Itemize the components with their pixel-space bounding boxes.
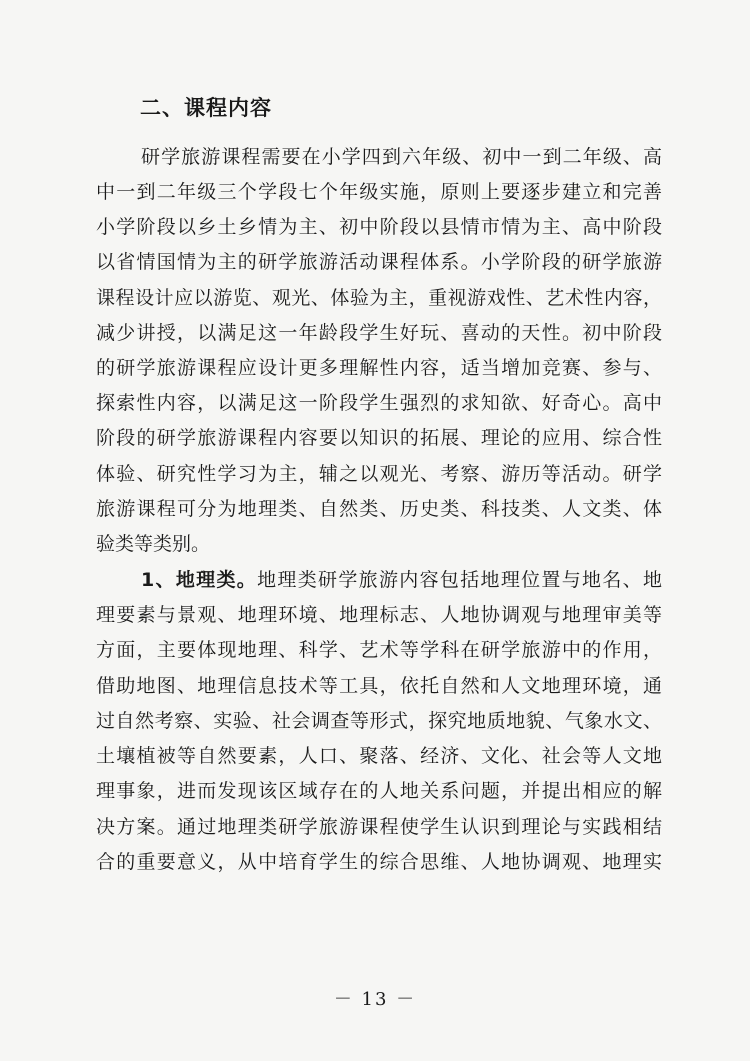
section-heading: 二、课程内容 bbox=[140, 96, 272, 120]
text-line: 决方案。通过地理类研学旅游课程使学生认识到理论与实践相结 bbox=[96, 816, 662, 838]
text-line: 阶段的研学旅游课程内容要以知识的拓展、理论的应用、综合性 bbox=[96, 427, 662, 449]
text-line: 以省情国情为主的研学旅游活动课程体系。小学阶段的研学旅游 bbox=[96, 251, 662, 273]
text-line: 研学旅游课程需要在小学四到六年级、初中一到二年级、高 bbox=[141, 146, 662, 168]
text-line: 中一到二年级三个学段七个年级实施，原则上要逐步建立和完善 bbox=[96, 181, 662, 203]
text-line: 过自然考察、实验、社会调查等形式，探究地质地貌、气象水文、 bbox=[96, 710, 662, 732]
text-line: 探索性内容，以满足这一阶段学生强烈的求知欲、好奇心。高中 bbox=[96, 392, 662, 414]
text-line: 减少讲授，以满足这一年龄段学生好玩、喜动的天性。初中阶段 bbox=[96, 322, 662, 344]
text-line: 合的重要意义，从中培育学生的综合思维、人地协调观、地理实 bbox=[96, 851, 662, 873]
text-line: 小学阶段以乡土乡情为主、初中阶段以县情市情为主、高中阶段 bbox=[96, 216, 662, 238]
text-line: 方面，主要体现地理、科学、艺术等学科在研学旅游中的作用， bbox=[96, 639, 662, 661]
text-line: 课程设计应以游览、观光、体验为主，重视游戏性、艺术性内容， bbox=[96, 287, 662, 309]
text-line: 体验、研究性学习为主，辅之以观光、考察、游历等活动。研学 bbox=[96, 463, 662, 485]
text-line: 的研学旅游课程应设计更多理解性内容，适当增加竞赛、参与、 bbox=[96, 357, 662, 379]
text-line: 理事象，进而发现该区域存在的人地关系问题，并提出相应的解 bbox=[96, 780, 662, 802]
text-line: 土壤植被等自然要素，人口、聚落、经济、文化、社会等人文地 bbox=[96, 745, 662, 767]
text-line bbox=[141, 568, 662, 592]
page-number: － 13 － bbox=[333, 989, 417, 1010]
text-line: 理要素与景观、地理环境、地理标志、人地协调观与地理审美等 bbox=[96, 604, 662, 626]
text-line: 验类等类别。 bbox=[96, 533, 211, 555]
subsection-lead: 1、地理类。 bbox=[141, 569, 258, 591]
text-line: 借助地图、地理信息技术等工具，依托自然和人文地理环境，通 bbox=[96, 675, 662, 697]
text-line-rest: 地理类研学旅游内容包括地理位置与地名、地 bbox=[257, 569, 662, 591]
text-line: 旅游课程可分为地理类、自然类、历史类、科技类、人文类、体 bbox=[96, 498, 662, 520]
